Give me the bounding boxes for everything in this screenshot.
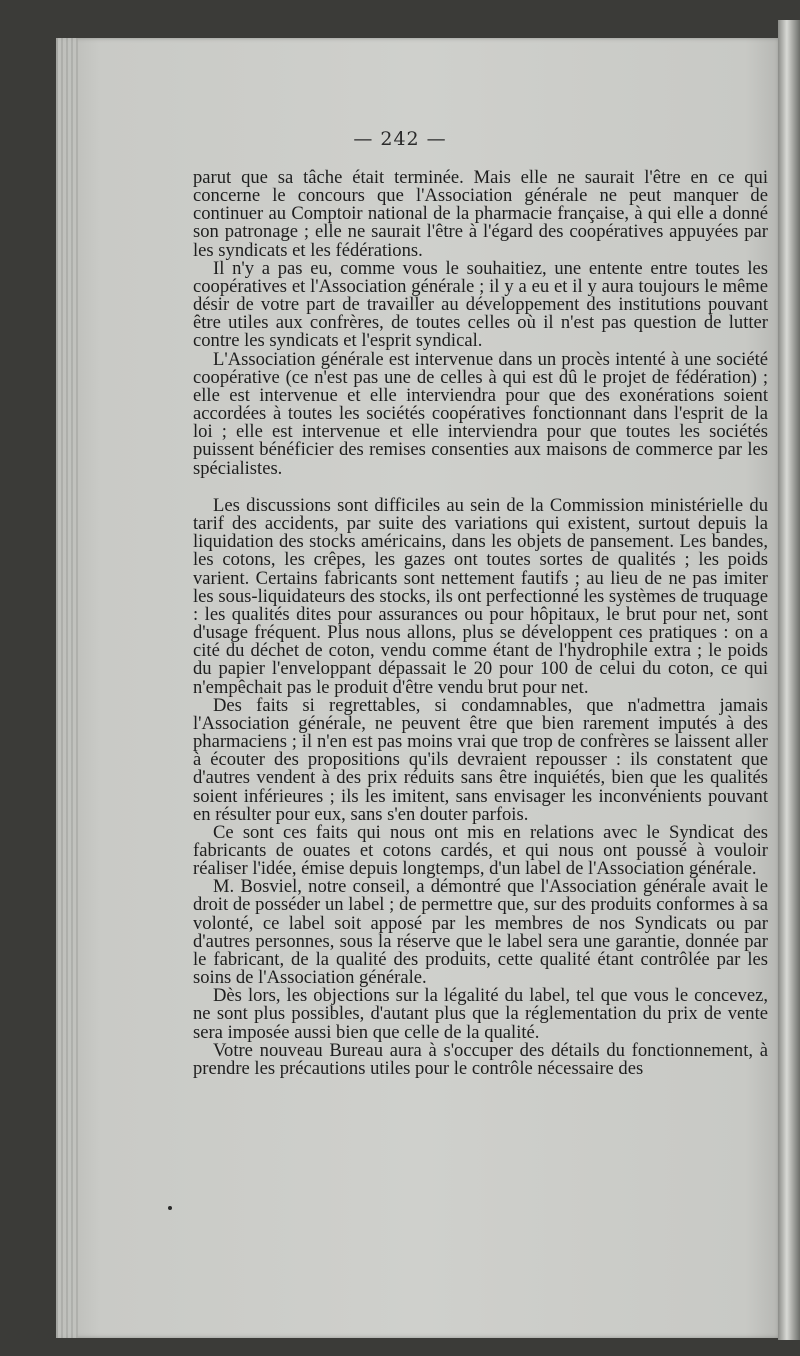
- paragraph: M. Bosviel, notre conseil, a démontré que l'Association générale avait le droit de posséder un label ; de permettre que, sur des produits conformes à sa volonté, ce label soit apposé par les membres de nos Syndicats ou par d'autres personnes, sous la réserve que le label sera une garantie, donnée par le fabricant, de la qualité des produits, cette qualité étant contrôlée par les soins de l'Association générale.: [193, 876, 768, 989]
- page-gutter: [56, 38, 78, 1338]
- ink-spot: [168, 1206, 172, 1210]
- paragraph: Des faits si regrettables, si condamnables, que n'admettra jamais l'Association générale, ne peuvent être que bien rarement imputés à des pharmaciens ; il n'en est pas moins vrai que trop de confrères se laissent aller à écouter des propositions qu'ils devraient repousser : ils constatent que d'autres vendent à des prix réduits sans être inquiétés, bien que les qualités soient inférieures ; ils les imitent, sans envisager les inconvénients pouvant en résulter pour eux, sans s'en douter parfois.: [193, 694, 768, 825]
- paragraph: Dès lors, les objections sur la légalité du label, tel que vous le concevez, ne sont plus possibles, d'autant plus que la réglementation du prix de vente sera imposée aussi bien que celle de la qualité.: [193, 985, 768, 1043]
- paragraph: L'Association générale est intervenue dans un procès intenté à une société coopérative (ce n'est pas une de celles à qui est dû le projet de fédération) ; elle est intervenue et elle interviendra pour que des exonérations soient accordées à toutes les sociétés coopératives fonctionnant dans l'esprit de la loi ; elle est intervenue et elle interviendra pour que toutes les sociétés puissent bénéficier des remises consenties aux maisons de commerce par les spécialistes.: [193, 348, 768, 479]
- paragraph: parut que sa tâche était terminée. Mais elle ne saurait l'être en ce qui concerne le concours que l'Association générale ne peut manquer de continuer au Comptoir national de la pharmacie française, à qui elle a donné son patronage ; elle ne saurait l'être à l'égard des coopératives appuyées par les syndicats et les fédérations.: [193, 167, 768, 261]
- section-label: [193, 497, 768, 1078]
- paragraph: Votre nouveau Bureau aura à s'occuper des détails du fonctionnement, à prendre les précautions utiles pour le contrôle nécessaire des: [193, 1039, 768, 1079]
- paragraph: Les discussions sont difficiles au sein de la Commission ministérielle du tarif des accidents, par suite des variations qui existent, surtout depuis la liquidation des stocks américains, dans les objets de pansement. Les bandes, les cotons, les crêpes, les gazes ont toutes sortes de qualités ; les poids varient. Certains fabricants sont nettement fautifs ; au lieu de ne pas imiter les sous-liquidateurs des stocks, ils ont perfectionné les systèmes de truquage : les qualités dites pour assurances ou pour hôpitaux, le brut pour net, sont d'usage fréquent. Plus nous allons, plus se développent ces pratiques : on a cité du déchet de coton, vendu comme étant de l'hydrophile extra ; le poids du papier l'enveloppant dépassait le 20 pour 100 de celui du coton, ce qui n'empêchait pas le produit d'être vendu brut pour net.: [193, 495, 768, 698]
- paragraph: Ce sont ces faits qui nous ont mis en relations avec le Syndicat des fabricants de ouates et cotons cardés, et qui nous ont poussé à vouloir réaliser l'idée, émise depuis longtemps, d'un label de l'Association générale.: [193, 821, 768, 880]
- section-coopératives: [193, 169, 768, 478]
- paragraph: Il n'y a pas eu, comme vous le souhaitiez, une entente entre toutes les coopératives et l'Association générale ; il y a eu et il y aura toujours le même désir de votre part de travailler au développement des institutions pouvant être utiles aux confrères, de toutes celles où il n'est pas question de lutter contre les syndicats et l'esprit syndical.: [193, 257, 768, 352]
- page-fore-edge: [778, 20, 800, 1340]
- page-number: — 242 —: [353, 128, 447, 150]
